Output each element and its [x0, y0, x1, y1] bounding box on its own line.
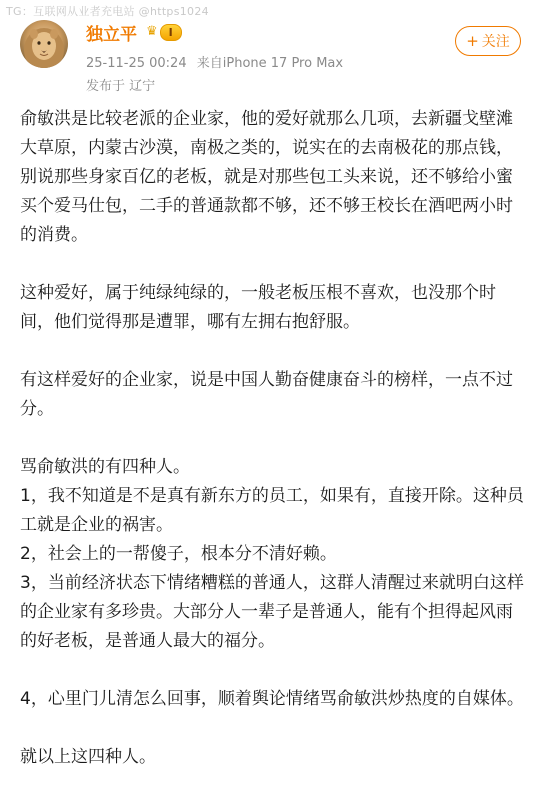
- paragraph: 就以上这四种人。: [20, 747, 156, 767]
- post-header: [20, 20, 525, 100]
- lion-avatar-icon: [20, 20, 68, 68]
- vip-badge[interactable]: [146, 23, 190, 41]
- crown-icon: ♛: [146, 24, 158, 39]
- follow-label: 关注: [481, 34, 510, 50]
- post-location: 发布于 辽宁: [86, 79, 156, 94]
- follow-button[interactable]: [455, 26, 521, 56]
- post-timestamp: 25-11-25 00:24: [86, 56, 187, 71]
- post-meta: [86, 52, 349, 71]
- paragraph: 有这样爱好的企业家，说是中国人勤奋健康奋斗的榜样，一点不过分。: [20, 370, 513, 419]
- paragraph: 俞敏洪是比较老派的企业家，他的爱好就那么几项，去新疆戈壁滩大草原，内蒙古沙漠，南极之类的，说实在的去南极花的那点钱，别说那些身家百亿的老板，就是对那些包工头来说，还不够给小蜜买个爱马仕包，二手的普通款都不够，还不够王校长在酒吧两小时的消费。: [20, 109, 513, 245]
- paragraph: 4，心里门儿清怎么回事，顺着舆论情绪骂俞敏洪炒热度的自媒体。: [20, 689, 524, 709]
- paragraph: 2，社会上的一帮傻子，根本分不清好赖。: [20, 544, 337, 564]
- watermark: TG：互联网从业者充电站 @https1024: [6, 5, 209, 18]
- paragraph: 这种爱好，属于纯绿纯绿的，一般老板压根不喜欢，也没那个时间，他们觉得那是遭罪，哪有左拥右抱舒服。: [20, 283, 496, 332]
- level-badge: I: [160, 24, 182, 41]
- paragraph: 骂俞敏洪的有四种人。: [20, 457, 190, 477]
- post-body: [20, 105, 528, 772]
- paragraph: 1，我不知道是不是真有新东方的员工，如果有，直接开除。这种员工就是企业的祸害。: [20, 486, 524, 535]
- username[interactable]: 独立平: [86, 25, 137, 45]
- avatar[interactable]: [20, 20, 68, 68]
- post-device: 来自iPhone 17 Pro Max: [196, 56, 344, 71]
- plus-icon: +: [466, 32, 479, 50]
- paragraph: 3，当前经济状态下情绪糟糕的普通人，这群人清醒过来就明白这样的企业家有多珍贵。大部分人一辈子是普通人，能有个担得起风雨的好老板，是普通人最大的福分。: [20, 573, 524, 651]
